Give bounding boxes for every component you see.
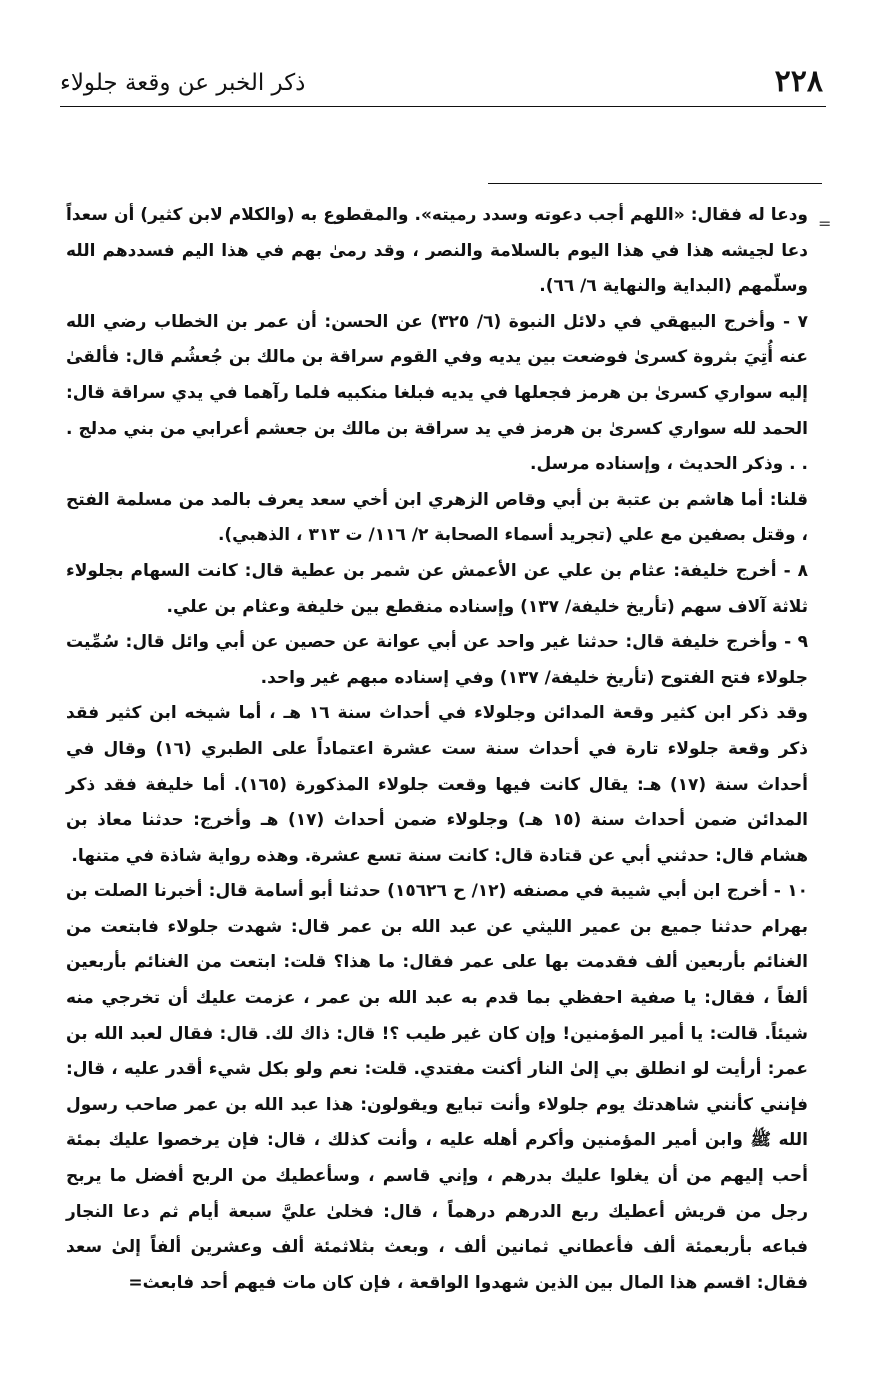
continuation-mark: = — [818, 214, 832, 233]
footnote-9 — [66, 625, 808, 696]
footnote-separator-rule — [488, 183, 822, 184]
footnote-number: ٨ - — [783, 560, 808, 581]
footnote-10 — [66, 874, 808, 1301]
page-number: ٢٢٨ — [774, 64, 823, 99]
footnote-7-comment — [66, 483, 808, 554]
footnote-number: ١٠ - — [773, 881, 808, 902]
footnote-8 — [66, 554, 808, 625]
header-rule — [60, 106, 826, 107]
footnote-7 — [66, 305, 808, 483]
running-title: ذكر الخبر عن وقعة جلولاء — [60, 70, 306, 96]
footnote-text: وقد ذكر ابن كثير وقعة المدائن وجلولاء في أحداث سنة ١٦ هـ ، أما شيخه ابن كثير فقد ذكر وقعة جلولاء تارة في أحداث سنة ست عشرة اعتماداً على الطبري (١٦) وقال في أحداث سنة (١٧) هـ: يقال كانت فيها وقعت جلولاء المذكورة (١٦٥). أما خليفة فقد ذكر المدائن ضمن أحداث سنة (١٥ هـ) وجلولاء ضمن أحداث (١٧) هـ وأخرج: حدثنا معاذ بن هشام قال: حدثني أبي عن قتادة قال: كانت سنة تسع عشرة. وهذه رواية شاذة في متنها. — [66, 703, 808, 866]
footnote-text: ودعا له فقال: «اللهم أجب دعوته وسدد رميته». والمقطوع به (والكلام لابن كثير) أن سعداً دعا لجيشه هذا في هذا اليوم بالسلامة والنصر ، وقد رمىٰ بهم في هذا اليم فسددهم الله وسلّمهم (البداية والنهاية ٦/ ٦٦). — [66, 205, 808, 297]
footnote-text: أخرج ابن أبي شيبة في مصنفه (١٢/ ح ١٥٦٢٦) حدثنا أبو أسامة قال: أخبرنا الصلت بن بهرام حدثنا جميع بن عمير الليثي عن عبد الله بن عمر قال: شهدت جلولاء فابتعت من الغنائم بأربعين ألف فقدمت بها على عمر فقال: ما هذا؟ قلت: ابتعت من الغنائم بأربعين ألفاً ، فقال: يا صفية احفظي بما قدم به عبد الله بن عمر ، عزمت عليك أن تخرجي منه شيئاً. قالت: يا أمير المؤمنين! وإن كان غير طيب ؟! قال: ذاك لك. قال: فقال لعبد الله بن عمر: أرأيت لو انطلق بي إلىٰ النار أكنت مفتدي. قلت: نعم ولو بكل شيء أقدر عليه ، قال: فإنني كأنني شاهدتك يوم جلولاء وأنت تبايع ويقولون: هذا عبد الله بن عمر صاحب رسول الله ﷺ وابن أمير المؤمنين وأكرم أهله عليه ، وأنت كذلك ، قال: فإن يرخصوا عليك بمئة أحب إليهم من أن يغلوا عليك بدرهم ، وإني قاسم ، وسأعطيك من الربح أفضل ما يربح رجل من قريش أعطيك ربع الدرهم درهماً ، قال: فخلىٰ عليَّ سبعة أيام ثم دعا النجار فباعه بأربعمئة ألف فأعطاني ثمانين ألف ، وبعث بثلاثمئة ألف وعشرين ألفاً إلىٰ سعد فقال: اقسم هذا المال بين الذين شهدوا الواقعة ، فإن كان مات فيهم أحد فابعث= — [66, 881, 808, 1293]
footnote-text: قلنا: أما هاشم بن عتبة بن أبي وقاص الزهري ابن أخي سعد يعرف بالمد من مسلمة الفتح ، وقتل بصفين مع علي (تجريد أسماء الصحابة ٢/ ١١٦/ ت ٣١٣ ، الذهبي). — [66, 489, 808, 546]
footnote-text: وأخرج البيهقي في دلائل النبوة (٦/ ٣٢٥) عن الحسن: أن عمر بن الخطاب رضي الله عنه أُتِيَ بثروة كسرىٰ فوضعت بين يديه وفي القوم سراقة بن مالك بن جُعشُم قال: فألقىٰ إليه سواري كسرىٰ بن هرمز فجعلها في يديه فبلغا منكبيه فلما رآهما في يدي سراقة قال: الحمد لله سواري كسرىٰ بن هرمز في يد سراقة بن مالك بن جعشم أعرابي من بني مدلج . . . وذكر الحديث ، وإسناده مرسل. — [66, 311, 808, 475]
footnotes-block — [66, 198, 808, 1301]
footnote-text: وأخرج خليفة قال: حدثنا غير واحد عن أبي عوانة عن حصين عن أبي وائل قال: سُمِّيت جلولاء فتح الفتوح (تأريخ خليفة/ ١٣٧) وفي إسناده مبهم غير واحد. — [66, 632, 808, 688]
footnote-continuation — [66, 198, 808, 305]
footnote-number: ٧ - — [782, 311, 808, 332]
footnote-9-comment — [66, 696, 808, 874]
footnote-text: أخرج خليفة: عثام بن علي عن الأعمش عن شمر بن عطية قال: كانت السهام بجلولاء ثلاثة آلاف سهم (تأريخ خليفة/ ١٣٧) وإسناده منقطع بين خليفة وعثام بن علي. — [66, 560, 808, 617]
footnote-number: ٩ - — [784, 632, 808, 653]
